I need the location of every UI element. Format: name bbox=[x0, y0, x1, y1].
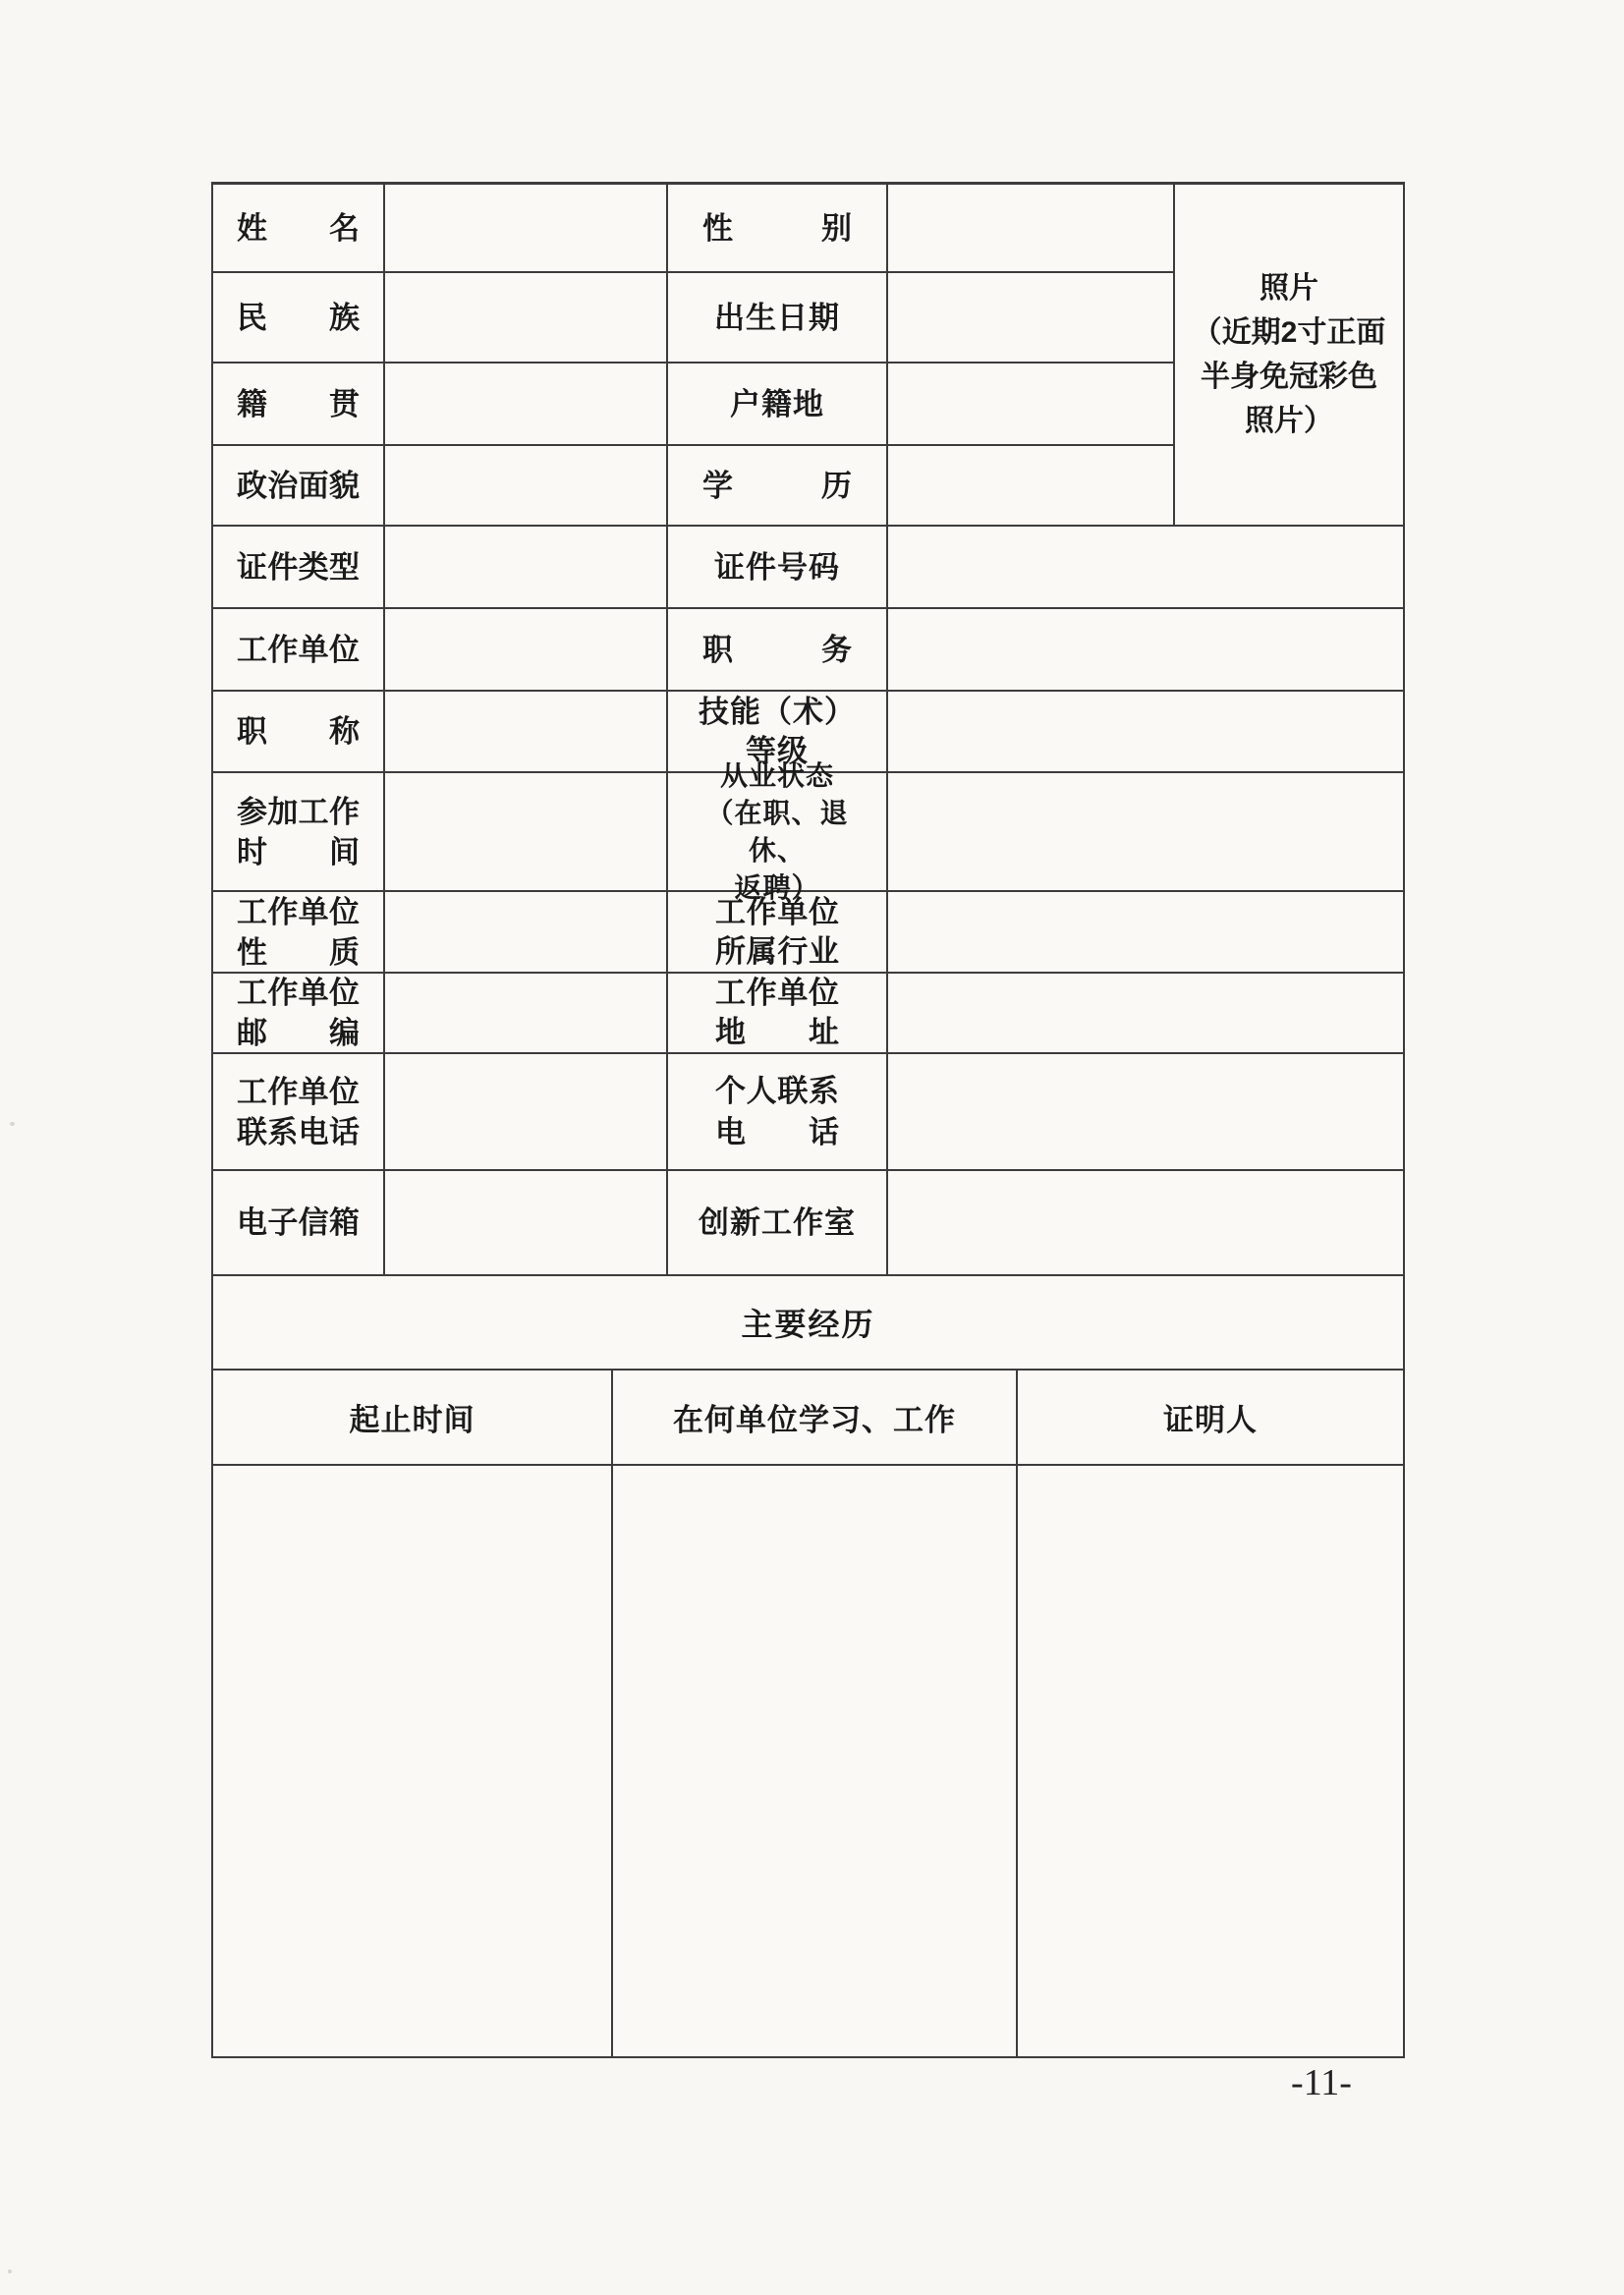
value-cell-political-status bbox=[385, 446, 668, 525]
label-cell-personal-phone bbox=[668, 1054, 888, 1169]
label-employment-status-line2: （在职、退休、 bbox=[705, 797, 849, 866]
section-title-main-experience: 主要经历 bbox=[213, 1276, 1403, 1371]
label-ethnicity: 民族 bbox=[237, 300, 360, 335]
history-body-period-cell bbox=[213, 1466, 613, 2056]
label-name: 姓名 bbox=[237, 210, 360, 246]
label-cell-employer-postcode bbox=[213, 974, 385, 1052]
personal-info-form-table bbox=[211, 182, 1405, 2058]
label-cell-id-number bbox=[668, 527, 888, 607]
photo-note-line4: 照片） bbox=[1245, 405, 1333, 437]
scan-artifact bbox=[10, 1122, 15, 1126]
value-cell-name bbox=[385, 185, 668, 271]
history-body-reference-cell bbox=[1018, 1466, 1403, 2056]
value-cell-position bbox=[888, 609, 1403, 690]
value-cell-employment-status bbox=[888, 773, 1403, 890]
label-cell-employer-address bbox=[668, 974, 888, 1052]
label-employer-phone-line2: 联系电话 bbox=[237, 1114, 360, 1149]
form-row-employer-position bbox=[213, 609, 1403, 692]
value-cell-education bbox=[888, 446, 1173, 525]
label-title: 职称 bbox=[237, 714, 360, 749]
form-row-postcode-address bbox=[213, 974, 1403, 1054]
photo-box bbox=[1173, 185, 1403, 525]
value-cell-ethnicity bbox=[385, 273, 668, 362]
value-cell-id-type bbox=[385, 527, 668, 607]
value-cell-employer bbox=[385, 609, 668, 690]
history-header-organization: 在何单位学习、工作 bbox=[613, 1371, 1018, 1464]
label-email: 电子信箱 bbox=[237, 1205, 360, 1240]
label-cell-native-place bbox=[213, 364, 385, 444]
label-employer-address-line2: 地址 bbox=[715, 1015, 839, 1049]
label-cell-household-registration bbox=[668, 364, 888, 444]
value-cell-employer-type bbox=[385, 892, 668, 972]
form-row-employertype-industry bbox=[213, 892, 1403, 974]
label-cell-position bbox=[668, 609, 888, 690]
value-cell-skill-level bbox=[888, 692, 1403, 771]
label-skill-level-line2: 等级 bbox=[746, 733, 809, 768]
label-native-place: 籍贯 bbox=[237, 386, 360, 421]
label-employer-phone-line1: 工作单位 bbox=[237, 1074, 360, 1109]
form-row-ethnicity-birthdate bbox=[213, 273, 1173, 364]
history-body-organization-cell bbox=[613, 1466, 1018, 2056]
value-cell-household-registration bbox=[888, 364, 1173, 444]
label-cell-employer-phone bbox=[213, 1054, 385, 1169]
basic-info-rows bbox=[213, 185, 1173, 525]
label-cell-birth-date bbox=[668, 273, 888, 362]
label-cell-employer bbox=[213, 609, 385, 690]
history-header-period: 起止时间 bbox=[213, 1371, 613, 1464]
value-cell-gender bbox=[888, 185, 1173, 271]
label-gender: 性别 bbox=[702, 210, 852, 246]
label-cell-political-status bbox=[213, 446, 385, 525]
history-header-row bbox=[213, 1371, 1403, 1466]
label-cell-title bbox=[213, 692, 385, 771]
label-cell-gender bbox=[668, 185, 888, 271]
form-row-name-gender bbox=[213, 185, 1173, 273]
label-employer-type-line1: 工作单位 bbox=[237, 894, 360, 929]
value-cell-title bbox=[385, 692, 668, 771]
label-employer-postcode-line2: 邮编 bbox=[237, 1016, 360, 1050]
value-cell-innovation-studio bbox=[888, 1171, 1403, 1274]
label-employer-industry-line1: 工作单位 bbox=[715, 894, 839, 929]
photo-note-line2: （近期2寸正面 bbox=[1192, 316, 1386, 349]
label-skill-level-line1: 技能（术） bbox=[699, 694, 856, 729]
label-education: 学历 bbox=[702, 468, 852, 503]
label-cell-name bbox=[213, 185, 385, 271]
section-basic-info bbox=[213, 185, 1403, 527]
label-employer-industry-line2: 所属行业 bbox=[715, 933, 839, 969]
label-employer: 工作单位 bbox=[237, 632, 360, 667]
value-cell-employer-industry bbox=[888, 892, 1403, 972]
value-cell-employer-phone bbox=[385, 1054, 668, 1169]
value-cell-native-place bbox=[385, 364, 668, 444]
label-cell-email bbox=[213, 1171, 385, 1274]
page-number: -11- bbox=[1291, 2062, 1352, 2103]
label-cell-employer-type bbox=[213, 892, 385, 972]
label-employment-status-line1: 从业状态 bbox=[719, 759, 834, 791]
label-cell-innovation-studio bbox=[668, 1171, 888, 1274]
form-row-nativeplace-household bbox=[213, 364, 1173, 446]
photo-note-line1: 照片 bbox=[1260, 272, 1318, 305]
form-row-employerphone-personalphone bbox=[213, 1054, 1403, 1171]
label-cell-work-start bbox=[213, 773, 385, 890]
label-cell-education bbox=[668, 446, 888, 525]
label-work-start-line2: 时间 bbox=[237, 834, 360, 869]
label-cell-employment-status bbox=[668, 759, 888, 903]
value-cell-personal-phone bbox=[888, 1054, 1403, 1169]
history-header-reference: 证明人 bbox=[1163, 1403, 1258, 1437]
value-cell-birth-date bbox=[888, 273, 1173, 362]
value-cell-employer-postcode bbox=[385, 974, 668, 1052]
label-innovation-studio: 创新工作室 bbox=[699, 1205, 856, 1240]
label-position: 职务 bbox=[702, 632, 852, 667]
scan-artifact bbox=[8, 2269, 12, 2273]
label-employer-type-line2: 性质 bbox=[237, 934, 360, 970]
label-cell-ethnicity bbox=[213, 273, 385, 362]
label-birth-date: 出生日期 bbox=[714, 300, 840, 335]
label-political-status: 政治面貌 bbox=[237, 468, 360, 503]
label-id-number: 证件号码 bbox=[714, 549, 840, 585]
label-personal-phone-line2: 电话 bbox=[715, 1114, 839, 1149]
value-cell-email bbox=[385, 1171, 668, 1274]
label-personal-phone-line1: 个人联系 bbox=[715, 1073, 839, 1108]
label-employer-address-line1: 工作单位 bbox=[715, 976, 839, 1010]
history-body-row bbox=[213, 1466, 1403, 2056]
form-row-idtype-idnumber bbox=[213, 527, 1403, 609]
label-work-start-line1: 参加工作 bbox=[237, 794, 360, 829]
label-employer-postcode-line1: 工作单位 bbox=[237, 976, 360, 1010]
label-employment-status-line3: 返聘） bbox=[734, 871, 820, 903]
value-cell-work-start bbox=[385, 773, 668, 890]
value-cell-id-number bbox=[888, 527, 1403, 607]
label-id-type: 证件类型 bbox=[237, 549, 360, 585]
form-row-workstart-employmentstatus bbox=[213, 759, 1403, 903]
value-cell-employer-address bbox=[888, 974, 1403, 1052]
label-household-registration: 户籍地 bbox=[730, 386, 824, 421]
label-cell-employer-industry bbox=[668, 892, 888, 972]
form-row-email-innovationstudio bbox=[213, 1171, 1403, 1276]
label-cell-id-type bbox=[213, 527, 385, 607]
form-row-political-education bbox=[213, 446, 1173, 525]
photo-note-line3: 半身免冠彩色 bbox=[1201, 361, 1377, 393]
